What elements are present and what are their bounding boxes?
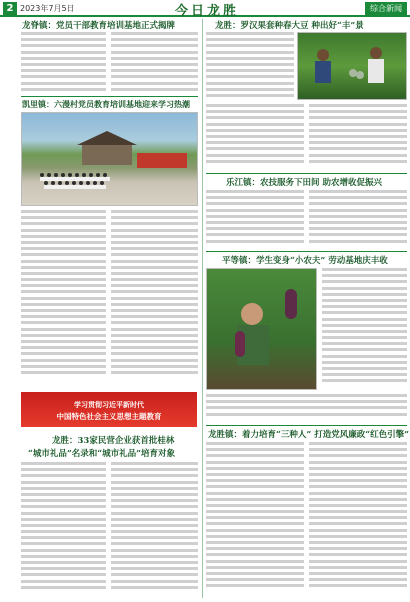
article-body	[309, 104, 407, 170]
divider	[206, 173, 407, 174]
photo-scene	[207, 269, 317, 390]
masthead: 今日龙胜	[175, 4, 240, 19]
photo-scene	[298, 33, 407, 100]
article-body	[111, 32, 198, 94]
article-title: 龙胜镇：着力培育“三种人” 打造党风廉政“红色引擎”	[208, 430, 410, 440]
column-divider	[202, 19, 203, 598]
article-body	[309, 190, 407, 248]
photo-scene	[22, 113, 198, 206]
student-photo	[206, 268, 317, 390]
banner-line-2: 中国特色社会主义思想主题教育	[56, 412, 162, 421]
section-label: 综合新闻	[365, 2, 407, 15]
article-title: 龙胜：33家民营企业获首批桂林	[52, 436, 175, 446]
article-body	[111, 210, 198, 386]
divider	[21, 96, 198, 97]
photo-caption	[206, 394, 407, 422]
farm-photo	[297, 32, 407, 100]
divider	[206, 251, 407, 252]
article-title: 乐江镇：农技服务下田间 助农增收促振兴	[226, 178, 382, 188]
group-photo	[21, 112, 198, 206]
article-title: 平等镇：学生变身“小农夫” 劳动基地庆丰收	[222, 256, 388, 266]
page-header	[0, 0, 410, 17]
article-body	[206, 190, 304, 248]
page-number: 2	[3, 2, 17, 15]
article-body	[309, 442, 407, 598]
article-title: 龙胜：罗汉果套种春大豆 种出好“丰”景	[215, 21, 364, 31]
issue-date: 2023年7月5日	[20, 4, 75, 13]
article-body	[111, 462, 198, 598]
theme-education-banner	[21, 392, 197, 427]
divider	[206, 425, 407, 426]
article-body	[21, 210, 106, 386]
article-body	[21, 462, 106, 598]
article-title: 凯里镇：六漫村党员教育培训基地迎来学习热潮	[22, 99, 190, 109]
article-body	[206, 442, 304, 598]
banner-line-1: 学习贯彻习近平新时代	[74, 401, 144, 409]
article-body	[21, 32, 106, 94]
article-body	[206, 32, 294, 100]
article-title: 龙脊镇：党员干部教育培训基地正式揭牌	[22, 21, 176, 31]
article-title-line2: “城市礼品”名录和“城市礼品”培育对象	[28, 449, 176, 459]
article-body	[206, 104, 304, 170]
article-body	[322, 268, 407, 390]
